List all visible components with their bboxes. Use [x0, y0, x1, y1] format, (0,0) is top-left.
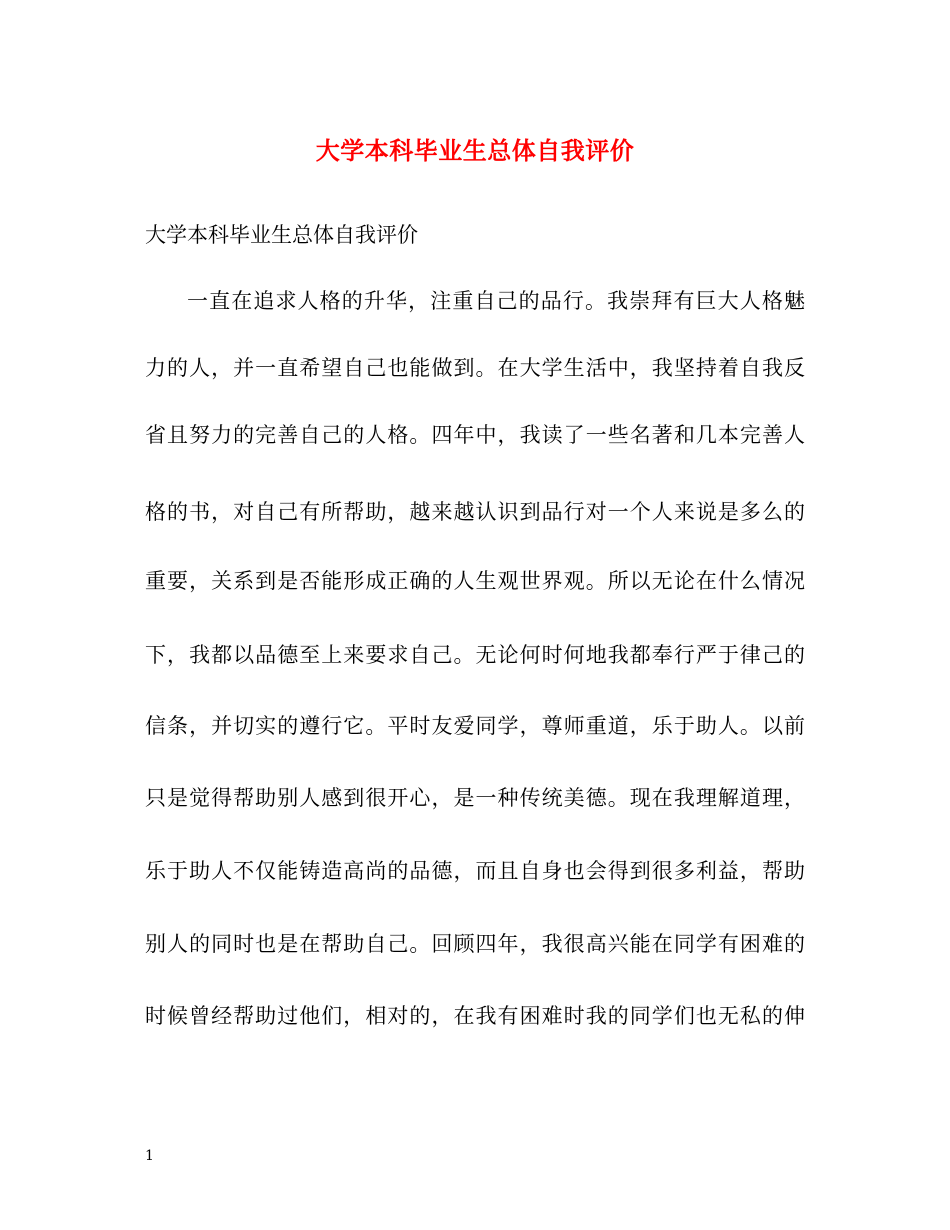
document-title: 大学本科毕业生总体自我评价	[315, 136, 635, 165]
paragraph-line: 重要，关系到是否能形成正确的人生观世界观。所以无论在什么情况	[145, 569, 805, 593]
paragraph-line: 格的书，对自己有所帮助，越来越认识到品行对一个人来说是多么的	[145, 500, 805, 524]
paragraph-line: 力的人，并一直希望自己也能做到。在大学生活中，我坚持着自我反	[145, 356, 805, 380]
paragraph-line: 信条，并切实的遵行它。平时友爱同学，尊师重道，乐于助人。以前	[145, 714, 805, 738]
page-number: 1	[145, 1148, 154, 1164]
document-subtitle: 大学本科毕业生总体自我评价	[145, 223, 418, 247]
paragraph-line: 一直在追求人格的升华，注重自己的品行。我崇拜有巨大人格魅	[187, 289, 805, 313]
paragraph-line: 省且努力的完善自己的人格。四年中，我读了一些名著和几本完善人	[145, 423, 805, 447]
paragraph-line: 别人的同时也是在帮助自己。回顾四年，我很高兴能在同学有困难的	[145, 932, 805, 956]
paragraph-line: 乐于助人不仅能铸造高尚的品德，而且自身也会得到很多利益，帮助	[145, 859, 805, 883]
paragraph-line: 时候曾经帮助过他们，相对的，在我有困难时我的同学们也无私的伸	[145, 1004, 805, 1028]
paragraph-line: 只是觉得帮助别人感到很开心，是一种传统美德。现在我理解道理，	[145, 786, 805, 810]
paragraph-line: 下，我都以品德至上来要求自己。无论何时何地我都奉行严于律己的	[145, 643, 805, 667]
